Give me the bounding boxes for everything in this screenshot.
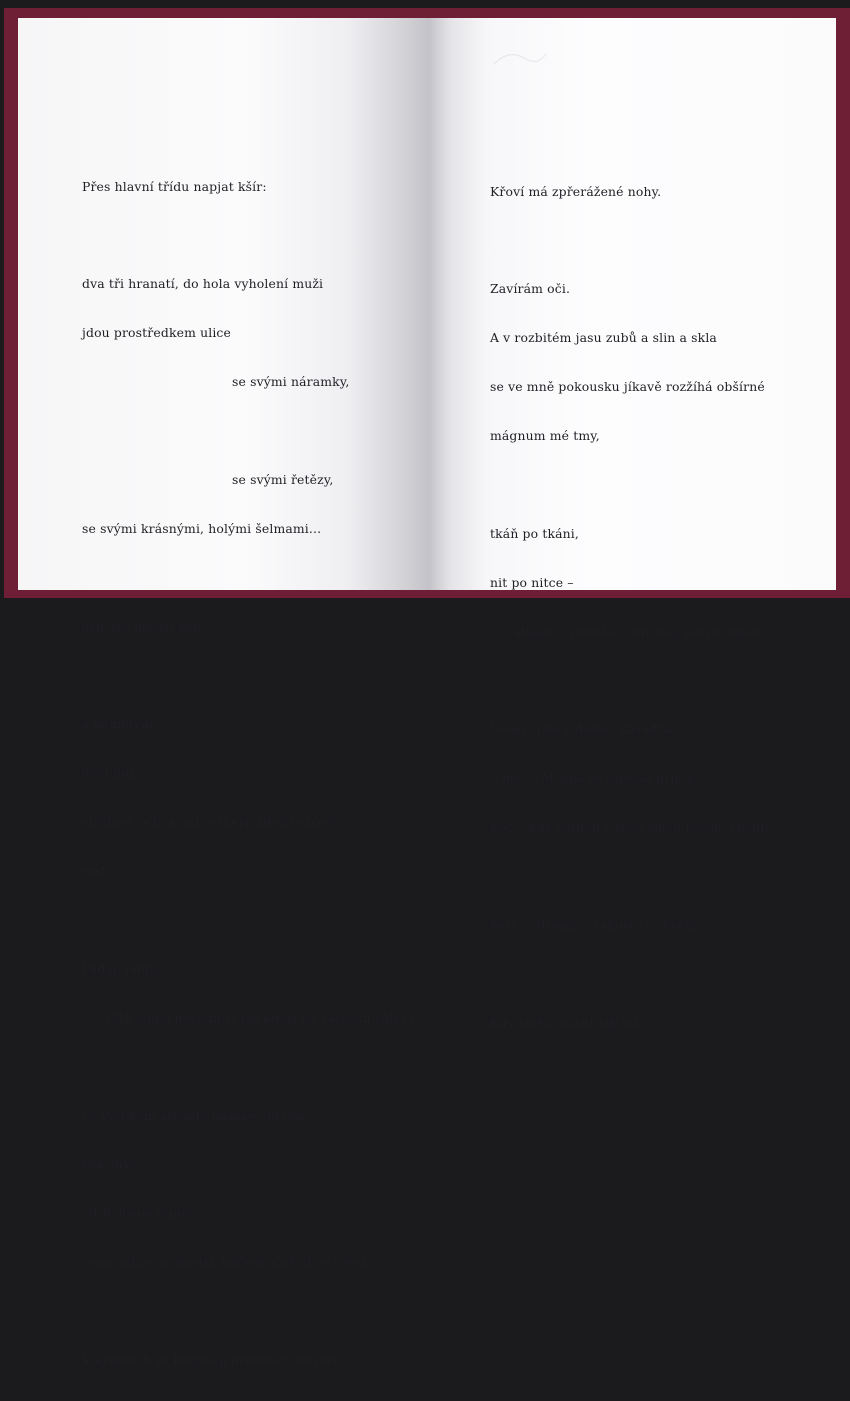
poem-line: pravdivý,	[82, 1156, 140, 1172]
poem-line: se svými náramky,	[232, 374, 350, 390]
poem-line: se svými řetězy,	[232, 471, 334, 487]
left-page	[18, 18, 430, 1367]
poem-line: o mě. Možná že dneska přijde	[490, 770, 694, 786]
poem-line: A v rozbitém jasu zubů a slin a skla	[490, 330, 717, 346]
poem-line: (Má lehká nevolnost jak kdysi na začátku války)	[106, 1009, 414, 1025]
left-page-poem	[82, 146, 413, 1401]
right-page-poem	[490, 151, 770, 1064]
poem-line: tkáň po tkáni,	[490, 525, 579, 541]
poem-line: ve vysokém zrcadle pasáže, od oka	[82, 1107, 307, 1123]
poem-line: důstojní,	[82, 765, 138, 781]
poem-line: srst.	[82, 863, 111, 879]
poem-line: jsem náhle nejmenší, nejlegračnější ze všech.	[82, 1254, 375, 1270]
poem-line: keře, stromy, rákosí i květiny.	[490, 916, 712, 932]
poem-line: se ve mně pokousku jíkavě rozžíhá obšírné	[490, 379, 765, 395]
poem-line: dva tři hranatí, do hola vyholení muži	[82, 276, 324, 292]
poem-line: jdou prostředkem ulice	[82, 325, 231, 341]
poem-line: Kdy smějí utíkat jak lidi.	[490, 1014, 647, 1030]
poem-line: jat ledovou lupou,	[82, 1205, 198, 1221]
paper-scratch-mark	[490, 48, 550, 70]
poem-line: Křoví má zpřerážené nohy.	[490, 183, 662, 199]
poem-line: drnčivě napjat kšír...	[82, 618, 214, 634]
poem-line: a nemluvní,	[82, 716, 157, 732]
poem-line: noc, kdy jednou v roce smějí potmě chodit	[490, 819, 770, 835]
right-page	[430, 18, 836, 1030]
poem-line: V krámech se blejskají předměty hovorů.	[82, 1351, 346, 1367]
poem-line: klikatě vytřeštěn celý můj krevní oběh!	[514, 623, 766, 639]
poem-line: Slepá zima v domě. Zavadila	[490, 721, 674, 737]
poem-line: Zavírám oči.	[490, 281, 571, 297]
poem-line: Přes hlavní třídu napjat kšír:	[82, 178, 267, 194]
poem-line: se svými krásnými, holými šelmami...	[82, 520, 322, 536]
poem-line: Padají jablka.	[82, 960, 169, 976]
poem-line: nit po nitce –	[490, 574, 574, 590]
poem-line: střídavě ochcávají veškeru zdejší oblost a	[82, 814, 349, 830]
poem-line: mágnum mé tmy,	[490, 428, 600, 444]
